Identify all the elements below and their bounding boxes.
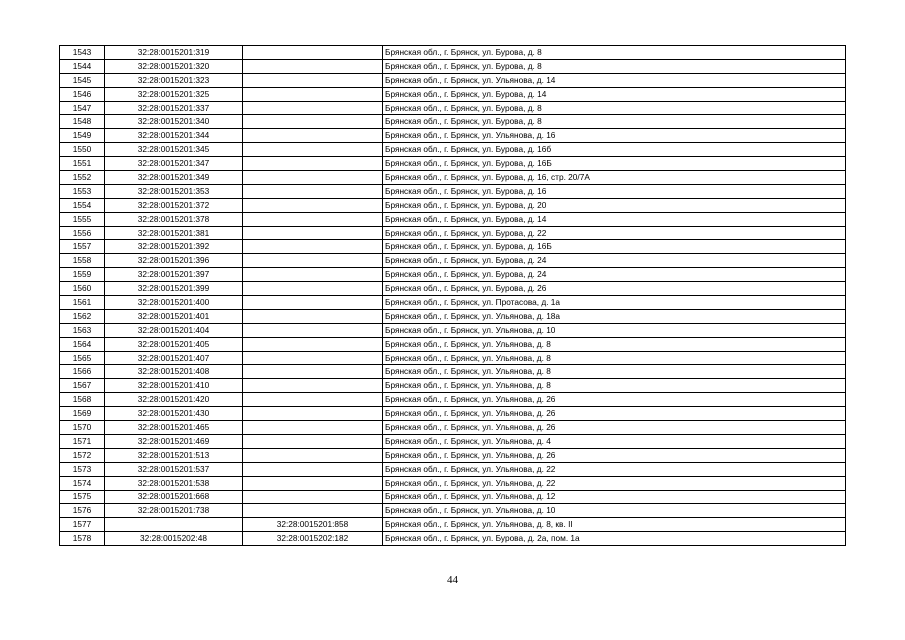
address-cell: Брянская обл., г. Брянск, ул. Бурова, д. 16б bbox=[383, 143, 846, 157]
address-cell: Брянская обл., г. Брянск, ул. Бурова, д. 8 bbox=[383, 101, 846, 115]
address-cell: Брянская обл., г. Брянск, ул. Бурова, д. 22 bbox=[383, 226, 846, 240]
related-cadastral-number-cell bbox=[243, 476, 383, 490]
row-number-cell: 1549 bbox=[60, 129, 105, 143]
related-cadastral-number-cell bbox=[243, 171, 383, 185]
related-cadastral-number-cell bbox=[243, 309, 383, 323]
address-cell: Брянская обл., г. Брянск, ул. Ульянова, д. 22 bbox=[383, 462, 846, 476]
table-row bbox=[60, 351, 846, 365]
cadastral-number-cell: 32:28:0015201:410 bbox=[105, 379, 243, 393]
related-cadastral-number-cell bbox=[243, 73, 383, 87]
cadastral-number-cell: 32:28:0015201:469 bbox=[105, 434, 243, 448]
table-row bbox=[60, 129, 846, 143]
row-number-cell: 1576 bbox=[60, 504, 105, 518]
table-row bbox=[60, 337, 846, 351]
related-cadastral-number-cell bbox=[243, 143, 383, 157]
related-cadastral-number-cell bbox=[243, 268, 383, 282]
address-cell: Брянская обл., г. Брянск, ул. Бурова, д. 16Б bbox=[383, 240, 846, 254]
row-number-cell: 1546 bbox=[60, 87, 105, 101]
row-number-cell: 1548 bbox=[60, 115, 105, 129]
table-row bbox=[60, 518, 846, 532]
related-cadastral-number-cell bbox=[243, 434, 383, 448]
address-cell: Брянская обл., г. Брянск, ул. Ульянова, д. 12 bbox=[383, 490, 846, 504]
related-cadastral-number-cell bbox=[243, 351, 383, 365]
related-cadastral-number-cell bbox=[243, 212, 383, 226]
table-row bbox=[60, 268, 846, 282]
related-cadastral-number-cell bbox=[243, 462, 383, 476]
table-row bbox=[60, 365, 846, 379]
row-number-cell: 1547 bbox=[60, 101, 105, 115]
row-number-cell: 1550 bbox=[60, 143, 105, 157]
row-number-cell: 1544 bbox=[60, 59, 105, 73]
cadastral-number-cell: 32:28:0015201:738 bbox=[105, 504, 243, 518]
row-number-cell: 1568 bbox=[60, 393, 105, 407]
address-cell: Брянская обл., г. Брянск, ул. Бурова, д. 14 bbox=[383, 212, 846, 226]
cadastral-table bbox=[59, 45, 846, 546]
table-body bbox=[60, 46, 846, 546]
cadastral-number-cell: 32:28:0015201:538 bbox=[105, 476, 243, 490]
row-number-cell: 1555 bbox=[60, 212, 105, 226]
table-row bbox=[60, 184, 846, 198]
address-cell: Брянская обл., г. Брянск, ул. Ульянова, д. 8 bbox=[383, 365, 846, 379]
cadastral-number-cell: 32:28:0015201:378 bbox=[105, 212, 243, 226]
table-row bbox=[60, 393, 846, 407]
address-cell: Брянская обл., г. Брянск, ул. Ульянова, д. 18а bbox=[383, 309, 846, 323]
address-cell: Брянская обл., г. Брянск, ул. Протасова, д. 1а bbox=[383, 296, 846, 310]
row-number-cell: 1558 bbox=[60, 254, 105, 268]
row-number-cell: 1578 bbox=[60, 532, 105, 546]
cadastral-number-cell: 32:28:0015201:344 bbox=[105, 129, 243, 143]
related-cadastral-number-cell bbox=[243, 379, 383, 393]
table-row bbox=[60, 476, 846, 490]
address-cell: Брянская обл., г. Брянск, ул. Ульянова, д. 10 bbox=[383, 323, 846, 337]
cadastral-number-cell: 32:28:0015201:323 bbox=[105, 73, 243, 87]
cadastral-number-cell: 32:28:0015201:396 bbox=[105, 254, 243, 268]
address-cell: Брянская обл., г. Брянск, ул. Бурова, д. 8 bbox=[383, 115, 846, 129]
related-cadastral-number-cell: 32:28:0015202:182 bbox=[243, 532, 383, 546]
table-row bbox=[60, 254, 846, 268]
row-number-cell: 1564 bbox=[60, 337, 105, 351]
row-number-cell: 1572 bbox=[60, 448, 105, 462]
address-cell: Брянская обл., г. Брянск, ул. Бурова, д. 24 bbox=[383, 268, 846, 282]
related-cadastral-number-cell bbox=[243, 101, 383, 115]
related-cadastral-number-cell bbox=[243, 184, 383, 198]
related-cadastral-number-cell bbox=[243, 198, 383, 212]
row-number-cell: 1577 bbox=[60, 518, 105, 532]
address-cell: Брянская обл., г. Брянск, ул. Ульянова, д. 10 bbox=[383, 504, 846, 518]
address-cell: Брянская обл., г. Брянск, ул. Бурова, д. 24 bbox=[383, 254, 846, 268]
cadastral-number-cell: 32:28:0015201:430 bbox=[105, 407, 243, 421]
address-cell: Брянская обл., г. Брянск, ул. Ульянова, д. 14 bbox=[383, 73, 846, 87]
table-row bbox=[60, 226, 846, 240]
address-cell: Брянская обл., г. Брянск, ул. Бурова, д. 2а, пом. 1а bbox=[383, 532, 846, 546]
row-number-cell: 1559 bbox=[60, 268, 105, 282]
row-number-cell: 1573 bbox=[60, 462, 105, 476]
cadastral-number-cell bbox=[105, 518, 243, 532]
address-cell: Брянская обл., г. Брянск, ул. Ульянова, д. 26 bbox=[383, 407, 846, 421]
address-cell: Брянская обл., г. Брянск, ул. Ульянова, д. 8, кв. II bbox=[383, 518, 846, 532]
table-row bbox=[60, 296, 846, 310]
related-cadastral-number-cell bbox=[243, 421, 383, 435]
row-number-cell: 1553 bbox=[60, 184, 105, 198]
related-cadastral-number-cell bbox=[243, 448, 383, 462]
address-cell: Брянская обл., г. Брянск, ул. Ульянова, д. 8 bbox=[383, 351, 846, 365]
table-row bbox=[60, 448, 846, 462]
page-number: 44 bbox=[447, 574, 458, 586]
related-cadastral-number-cell bbox=[243, 393, 383, 407]
address-cell: Брянская обл., г. Брянск, ул. Бурова, д. 20 bbox=[383, 198, 846, 212]
row-number-cell: 1563 bbox=[60, 323, 105, 337]
row-number-cell: 1567 bbox=[60, 379, 105, 393]
cadastral-number-cell: 32:28:0015201:399 bbox=[105, 282, 243, 296]
row-number-cell: 1557 bbox=[60, 240, 105, 254]
cadastral-number-cell: 32:28:0015201:347 bbox=[105, 157, 243, 171]
table-row bbox=[60, 115, 846, 129]
table-row bbox=[60, 532, 846, 546]
row-number-cell: 1556 bbox=[60, 226, 105, 240]
address-cell: Брянская обл., г. Брянск, ул. Ульянова, д. 26 bbox=[383, 421, 846, 435]
cadastral-number-cell: 32:28:0015201:392 bbox=[105, 240, 243, 254]
cadastral-number-cell: 32:28:0015201:372 bbox=[105, 198, 243, 212]
row-number-cell: 1554 bbox=[60, 198, 105, 212]
address-cell: Брянская обл., г. Брянск, ул. Бурова, д. 8 bbox=[383, 46, 846, 60]
address-cell: Брянская обл., г. Брянск, ул. Ульянова, д. 8 bbox=[383, 379, 846, 393]
row-number-cell: 1570 bbox=[60, 421, 105, 435]
related-cadastral-number-cell bbox=[243, 240, 383, 254]
cadastral-number-cell: 32:28:0015201:353 bbox=[105, 184, 243, 198]
table-row bbox=[60, 73, 846, 87]
table-row bbox=[60, 59, 846, 73]
table-row bbox=[60, 282, 846, 296]
address-cell: Брянская обл., г. Брянск, ул. Ульянова, д. 26 bbox=[383, 448, 846, 462]
address-cell: Брянская обл., г. Брянск, ул. Ульянова, д. 4 bbox=[383, 434, 846, 448]
cadastral-number-cell: 32:28:0015201:397 bbox=[105, 268, 243, 282]
cadastral-number-cell: 32:28:0015201:407 bbox=[105, 351, 243, 365]
row-number-cell: 1566 bbox=[60, 365, 105, 379]
row-number-cell: 1574 bbox=[60, 476, 105, 490]
table-row bbox=[60, 212, 846, 226]
related-cadastral-number-cell bbox=[243, 282, 383, 296]
row-number-cell: 1561 bbox=[60, 296, 105, 310]
row-number-cell: 1543 bbox=[60, 46, 105, 60]
related-cadastral-number-cell bbox=[243, 87, 383, 101]
cadastral-number-cell: 32:28:0015201:381 bbox=[105, 226, 243, 240]
table-row bbox=[60, 407, 846, 421]
address-cell: Брянская обл., г. Брянск, ул. Бурова, д. 26 bbox=[383, 282, 846, 296]
cadastral-number-cell: 32:28:0015201:405 bbox=[105, 337, 243, 351]
cadastral-number-cell: 32:28:0015201:345 bbox=[105, 143, 243, 157]
row-number-cell: 1562 bbox=[60, 309, 105, 323]
cadastral-number-cell: 32:28:0015201:465 bbox=[105, 421, 243, 435]
table-row bbox=[60, 379, 846, 393]
table-row bbox=[60, 171, 846, 185]
row-number-cell: 1565 bbox=[60, 351, 105, 365]
cadastral-number-cell: 32:28:0015201:401 bbox=[105, 309, 243, 323]
table-row bbox=[60, 323, 846, 337]
cadastral-number-cell: 32:28:0015201:340 bbox=[105, 115, 243, 129]
related-cadastral-number-cell bbox=[243, 323, 383, 337]
address-cell: Брянская обл., г. Брянск, ул. Бурова, д. 16 bbox=[383, 184, 846, 198]
related-cadastral-number-cell bbox=[243, 504, 383, 518]
cadastral-number-cell: 32:28:0015201:408 bbox=[105, 365, 243, 379]
row-number-cell: 1545 bbox=[60, 73, 105, 87]
cadastral-number-cell: 32:28:0015201:404 bbox=[105, 323, 243, 337]
related-cadastral-number-cell bbox=[243, 254, 383, 268]
table-row bbox=[60, 240, 846, 254]
cadastral-number-cell: 32:28:0015201:320 bbox=[105, 59, 243, 73]
cadastral-number-cell: 32:28:0015201:537 bbox=[105, 462, 243, 476]
related-cadastral-number-cell bbox=[243, 407, 383, 421]
row-number-cell: 1551 bbox=[60, 157, 105, 171]
table-row bbox=[60, 101, 846, 115]
table-row bbox=[60, 434, 846, 448]
related-cadastral-number-cell bbox=[243, 296, 383, 310]
related-cadastral-number-cell bbox=[243, 59, 383, 73]
related-cadastral-number-cell bbox=[243, 226, 383, 240]
cadastral-number-cell: 32:28:0015201:337 bbox=[105, 101, 243, 115]
table-row bbox=[60, 87, 846, 101]
related-cadastral-number-cell: 32:28:0015201:858 bbox=[243, 518, 383, 532]
table-row bbox=[60, 143, 846, 157]
row-number-cell: 1569 bbox=[60, 407, 105, 421]
related-cadastral-number-cell bbox=[243, 129, 383, 143]
table-row bbox=[60, 490, 846, 504]
table-row bbox=[60, 46, 846, 60]
table-row bbox=[60, 504, 846, 518]
address-cell: Брянская обл., г. Брянск, ул. Бурова, д. 16, стр. 20/7А bbox=[383, 171, 846, 185]
related-cadastral-number-cell bbox=[243, 46, 383, 60]
cadastral-number-cell: 32:28:0015201:319 bbox=[105, 46, 243, 60]
cadastral-number-cell: 32:28:0015201:325 bbox=[105, 87, 243, 101]
address-cell: Брянская обл., г. Брянск, ул. Ульянова, д. 22 bbox=[383, 476, 846, 490]
cadastral-number-cell: 32:28:0015201:400 bbox=[105, 296, 243, 310]
related-cadastral-number-cell bbox=[243, 157, 383, 171]
address-cell: Брянская обл., г. Брянск, ул. Ульянова, д. 8 bbox=[383, 337, 846, 351]
address-cell: Брянская обл., г. Брянск, ул. Ульянова, д. 26 bbox=[383, 393, 846, 407]
table-row bbox=[60, 157, 846, 171]
cadastral-number-cell: 32:28:0015202:48 bbox=[105, 532, 243, 546]
cadastral-number-cell: 32:28:0015201:349 bbox=[105, 171, 243, 185]
table-row bbox=[60, 462, 846, 476]
address-cell: Брянская обл., г. Брянск, ул. Ульянова, д. 16 bbox=[383, 129, 846, 143]
cadastral-number-cell: 32:28:0015201:420 bbox=[105, 393, 243, 407]
row-number-cell: 1575 bbox=[60, 490, 105, 504]
related-cadastral-number-cell bbox=[243, 115, 383, 129]
related-cadastral-number-cell bbox=[243, 337, 383, 351]
row-number-cell: 1552 bbox=[60, 171, 105, 185]
related-cadastral-number-cell bbox=[243, 365, 383, 379]
cadastral-number-cell: 32:28:0015201:668 bbox=[105, 490, 243, 504]
cadastral-number-cell: 32:28:0015201:513 bbox=[105, 448, 243, 462]
row-number-cell: 1560 bbox=[60, 282, 105, 296]
table-row bbox=[60, 421, 846, 435]
address-cell: Брянская обл., г. Брянск, ул. Бурова, д. 16Б bbox=[383, 157, 846, 171]
address-cell: Брянская обл., г. Брянск, ул. Бурова, д. 8 bbox=[383, 59, 846, 73]
row-number-cell: 1571 bbox=[60, 434, 105, 448]
related-cadastral-number-cell bbox=[243, 490, 383, 504]
address-cell: Брянская обл., г. Брянск, ул. Бурова, д. 14 bbox=[383, 87, 846, 101]
table-row bbox=[60, 198, 846, 212]
table-row bbox=[60, 309, 846, 323]
